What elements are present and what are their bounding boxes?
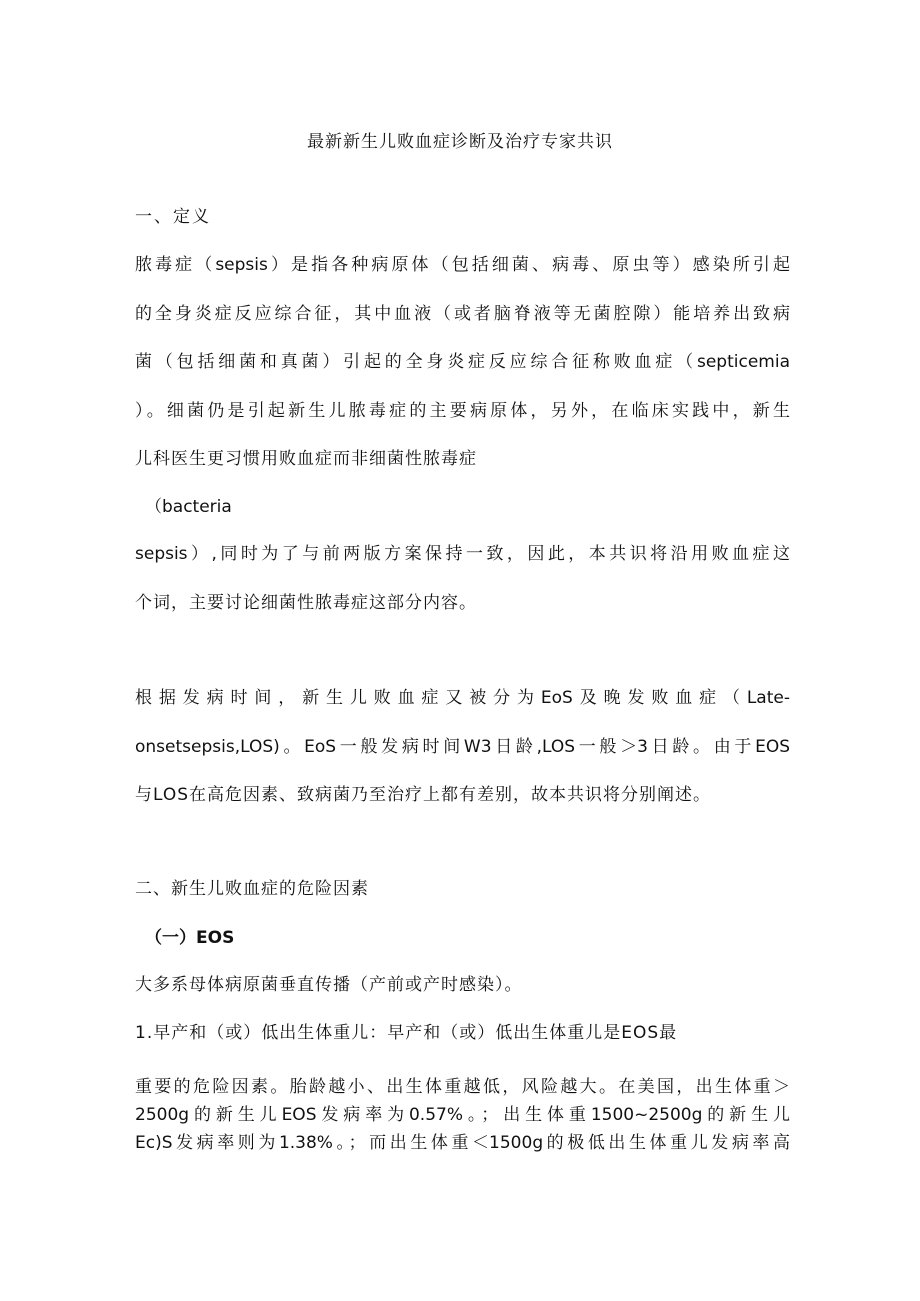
list-item: 1.早产和（或）低出生体重儿：早产和（或）低出生体重儿是EOS最	[135, 1023, 678, 1043]
paragraph-line: 菌（包括细菌和真菌）引起的全身炎症反应综合征称败血症（septicemia	[135, 352, 790, 372]
paragraph-line: Ec)S发病率则为1.38%。；而出生体重＜1500g的极低出生体重儿发病率高	[135, 1133, 790, 1153]
paragraph-line: （bacteria	[145, 497, 232, 517]
paragraph-line: 的全身炎症反应综合征，其中血液（或者脑脊液等无菌腔隙）能培养出致病	[135, 304, 790, 324]
paragraph-line: 2500g的新生儿EOS发病率为0.57%。；出生体重1500~2500g的新生儿	[135, 1105, 790, 1125]
section-heading-risk-factors: 二、新生儿败血症的危险因素	[135, 879, 369, 899]
paragraph-line: 重要的危险因素。胎龄越小、出生体重越低，风险越大。在美国，出生体重＞	[135, 1077, 790, 1097]
paragraph-line: 个词，主要讨论细菌性脓毒症这部分内容。	[135, 593, 477, 613]
subsection-heading-eos: （一）EOS	[145, 928, 235, 948]
section-heading-definition: 一、定义	[135, 207, 211, 227]
paragraph-line: ）。细菌仍是引起新生儿脓毒症的主要病原体，另外，在临床实践中，新生	[135, 401, 790, 421]
paragraph-line: onsetsepsis,LOS)。EoS一般发病时间W3日龄,LOS一般＞3日龄。由于EOS	[135, 737, 790, 757]
document-title: 最新新生儿败血症诊断及治疗专家共识	[307, 132, 613, 152]
paragraph-line: sepsis）,同时为了与前两版方案保持一致，因此，本共识将沿用败血症这	[135, 544, 790, 564]
paragraph-line: 儿科医生更习惯用败血症而非细菌性脓毒症	[135, 449, 477, 469]
paragraph-line: 脓毒症（sepsis）是指各种病原体（包括细菌、病毒、原虫等）感染所引起	[135, 255, 790, 275]
paragraph-line: 与LOS在高危因素、致病菌乃至治疗上都有差别，故本共识将分别阐述。	[135, 785, 712, 805]
paragraph-line: 根据发病时间，新生儿败血症又被分为EoS及晚发败血症（Late-	[135, 688, 790, 708]
paragraph-line: 大多系母体病原菌垂直传播（产前或产时感染）。	[135, 975, 523, 995]
